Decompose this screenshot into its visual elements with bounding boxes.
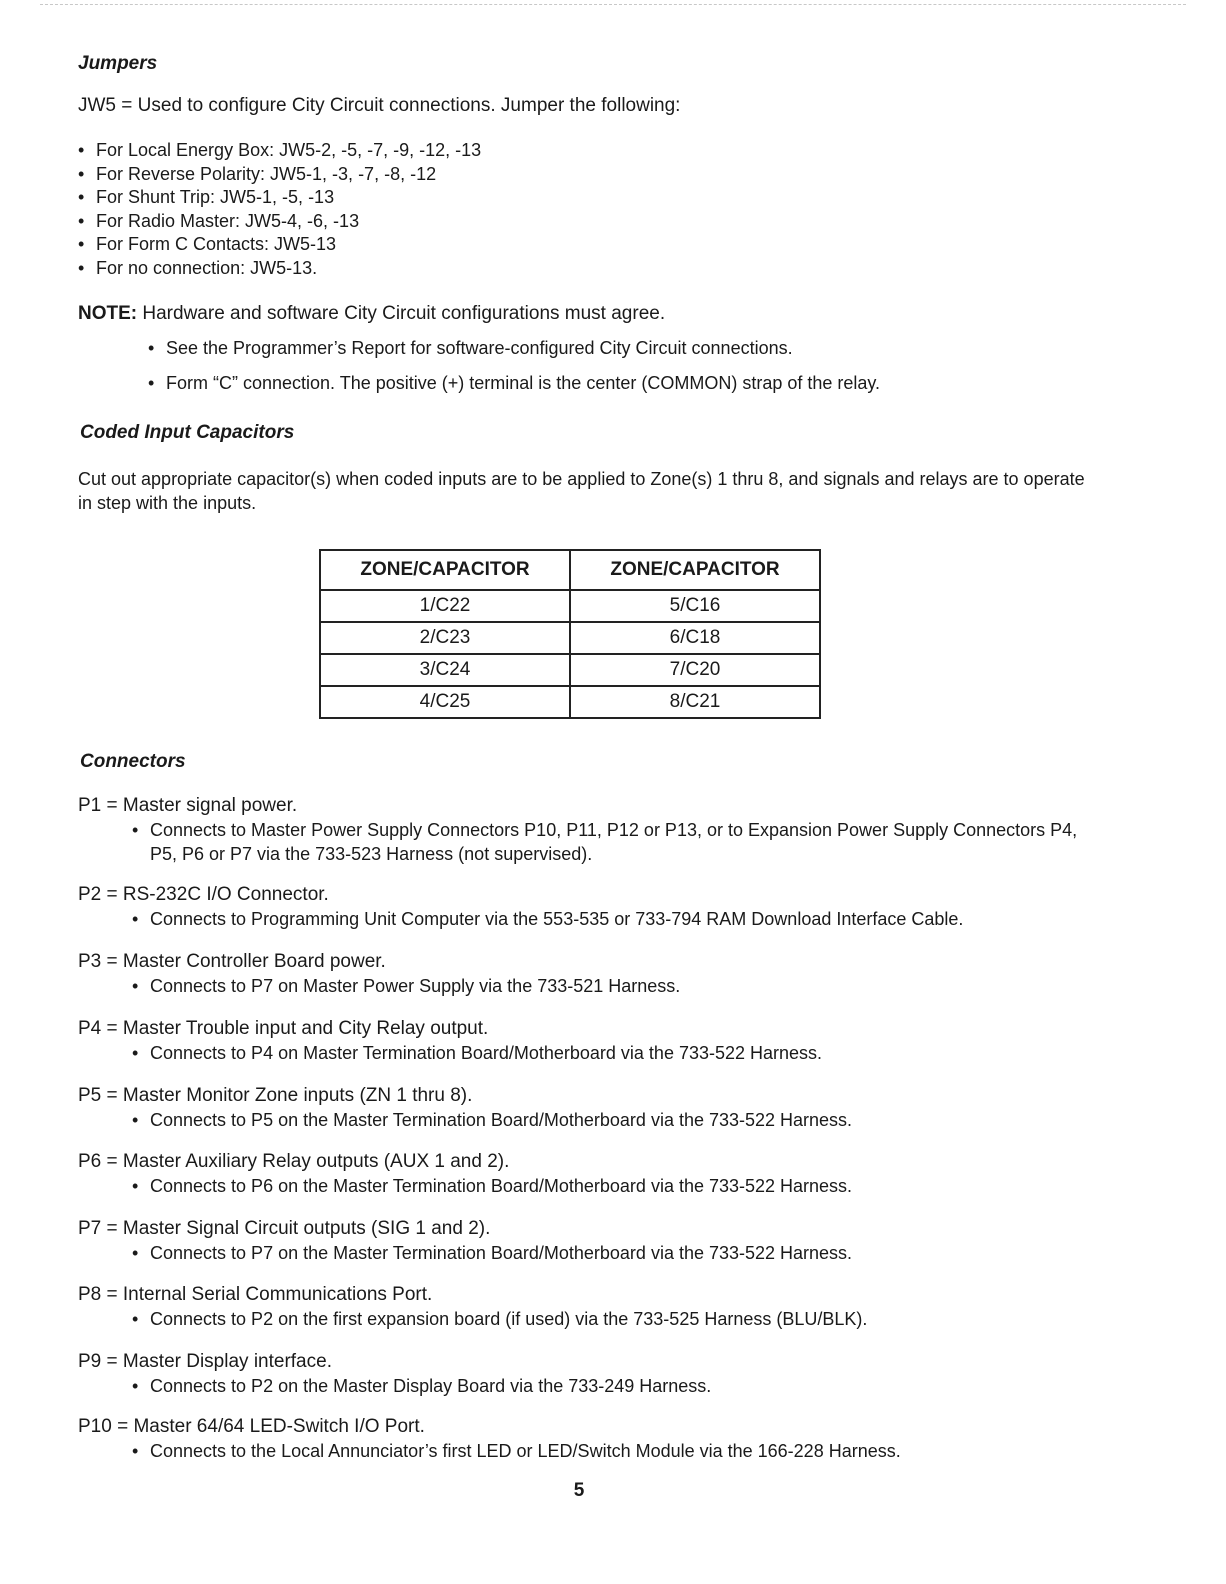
connector-detail: • Connects to P7 on Master Power Supply via the 733-521 Harness. xyxy=(78,974,1088,998)
connector-p10 xyxy=(78,1415,1088,1463)
table-row xyxy=(320,686,820,718)
table-cell: 8/C21 xyxy=(570,686,820,718)
connector-detail: • Connects to Master Power Supply Connectors P10, P11, P12 or P13, or to Expansion Power Supply Connectors P4, P5, P6 or P7 via the 733-523 Harness (not supervised). xyxy=(78,818,1088,866)
connector-title: P8 = Internal Serial Communications Port. xyxy=(78,1284,433,1305)
connector-p8 xyxy=(78,1283,1088,1331)
note-bullet: • Form “C” connection. The positive (+) terminal is the center (COMMON) strap of the relay. xyxy=(148,373,881,393)
table-cell: 7/C20 xyxy=(570,654,820,686)
list-item: • For no connection: JW5-13. xyxy=(78,257,481,281)
table-cell: 1/C22 xyxy=(320,590,570,622)
list-item: • For Reverse Polarity: JW5-1, -3, -7, -8, -12 xyxy=(78,163,481,187)
connector-title: P6 = Master Auxiliary Relay outputs (AUX 1 and 2). xyxy=(78,1151,510,1172)
connector-detail: • Connects to the Local Annunciator’s first LED or LED/Switch Module via the 166-228 Harness. xyxy=(78,1439,1088,1463)
table-cell: 4/C25 xyxy=(320,686,570,718)
jumpers-intro: JW5 = Used to configure City Circuit connections. Jumper the following: xyxy=(78,95,681,116)
connector-detail: • Connects to P6 on the Master Termination Board/Motherboard via the 733-522 Harness. xyxy=(78,1174,1088,1198)
column-header: ZONE/CAPACITOR xyxy=(320,550,570,590)
connector-detail: • Connects to Programming Unit Computer via the 553-535 or 733-794 RAM Download Interface Cable. xyxy=(78,907,1088,931)
connector-detail: • Connects to P2 on the first expansion board (if used) via the 733-525 Harness (BLU/BLK). xyxy=(78,1307,1088,1331)
table-row xyxy=(320,654,820,686)
note xyxy=(78,303,665,325)
connector-p1 xyxy=(78,794,1088,866)
connector-detail: • Connects to P2 on the Master Display Board via the 733-249 Harness. xyxy=(78,1374,1088,1398)
connector-p3 xyxy=(78,950,1088,998)
connector-title: P9 = Master Display interface. xyxy=(78,1351,332,1372)
page-number: 5 xyxy=(573,1480,585,1501)
column-header: ZONE/CAPACITOR xyxy=(570,550,820,590)
zone-capacitor-table xyxy=(319,549,821,719)
note-label: NOTE: xyxy=(78,303,138,324)
connector-p7 xyxy=(78,1217,1088,1265)
jumpers-heading: Jumpers xyxy=(78,53,158,74)
list-item: • For Form C Contacts: JW5-13 xyxy=(78,233,481,257)
table-header-row xyxy=(320,550,820,590)
connector-p9 xyxy=(78,1350,1088,1398)
table-cell: 2/C23 xyxy=(320,622,570,654)
jumper-list xyxy=(78,139,481,280)
table-row xyxy=(320,590,820,622)
connector-p2 xyxy=(78,883,1088,931)
capacitors-heading: Coded Input Capacitors xyxy=(80,422,295,443)
connector-p5 xyxy=(78,1084,1088,1132)
connector-title: P7 = Master Signal Circuit outputs (SIG 1 and 2). xyxy=(78,1218,491,1239)
connector-title: P4 = Master Trouble input and City Relay output. xyxy=(78,1018,489,1039)
table-cell: 3/C24 xyxy=(320,654,570,686)
list-item: • For Local Energy Box: JW5-2, -5, -7, -9, -12, -13 xyxy=(78,139,481,163)
capacitors-text: Cut out appropriate capacitor(s) when coded inputs are to be applied to Zone(s) 1 thru 8, and signals and relays are to operate in step with the inputs. xyxy=(78,469,1085,513)
list-item: • For Shunt Trip: JW5-1, -5, -13 xyxy=(78,186,481,210)
connector-p6 xyxy=(78,1150,1088,1198)
connector-title: P2 = RS-232C I/O Connector. xyxy=(78,884,329,905)
table-cell: 6/C18 xyxy=(570,622,820,654)
connector-title: P10 = Master 64/64 LED-Switch I/O Port. xyxy=(78,1416,425,1437)
scan-top-edge xyxy=(40,4,1186,5)
connectors-heading: Connectors xyxy=(80,751,186,772)
connector-detail: • Connects to P4 on Master Termination Board/Motherboard via the 733-522 Harness. xyxy=(78,1041,1088,1065)
note-bullet: • See the Programmer’s Report for software-configured City Circuit connections. xyxy=(148,338,793,358)
connector-p4 xyxy=(78,1017,1088,1065)
connector-title: P5 = Master Monitor Zone inputs (ZN 1 thru 8). xyxy=(78,1085,473,1106)
connector-title: P3 = Master Controller Board power. xyxy=(78,951,386,972)
table-cell: 5/C16 xyxy=(570,590,820,622)
note-text: Hardware and software City Circuit configurations must agree. xyxy=(142,303,666,324)
connector-title: P1 = Master signal power. xyxy=(78,795,298,816)
list-item: • For Radio Master: JW5-4, -6, -13 xyxy=(78,210,481,234)
connector-detail: • Connects to P7 on the Master Termination Board/Motherboard via the 733-522 Harness. xyxy=(78,1241,1088,1265)
connector-detail: • Connects to P5 on the Master Termination Board/Motherboard via the 733-522 Harness. xyxy=(78,1108,1088,1132)
table-row xyxy=(320,622,820,654)
